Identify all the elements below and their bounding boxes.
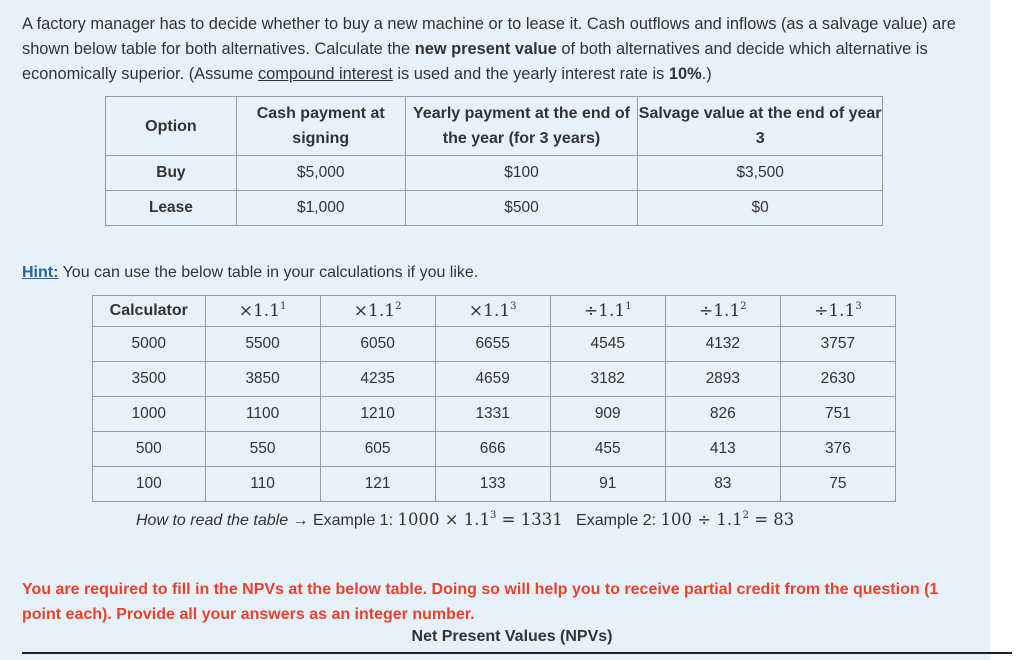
calc-cell: 826 — [665, 397, 780, 432]
calc-cell: 376 — [780, 432, 895, 467]
header-option: Option — [106, 97, 237, 156]
header-salvage-value: Salvage value at the end of year 3 — [638, 97, 883, 156]
option-label: Lease — [106, 191, 237, 226]
calc-cell: 6655 — [435, 327, 550, 362]
calc-cell: 550 — [205, 432, 320, 467]
calc-cell: 5000 — [93, 327, 206, 362]
header-multiply-3: $\times 1.1^3$ — [435, 296, 550, 327]
calculator-row — [93, 362, 896, 397]
calc-cell: 4545 — [550, 327, 665, 362]
calc-cell: 1331 — [435, 397, 550, 432]
header-divide-3: $\div 1.1^3$ — [780, 296, 895, 327]
calc-cell: 4132 — [665, 327, 780, 362]
emphasis-npv: new present value — [414, 40, 557, 58]
npv-table-top-border — [22, 652, 1012, 654]
header-multiply-2: $\times 1.1^2$ — [320, 296, 435, 327]
options-table — [105, 96, 883, 226]
compound-interest-link[interactable]: compound interest — [257, 65, 393, 83]
calc-cell: 455 — [550, 432, 665, 467]
calculator-row — [93, 397, 896, 432]
calc-cell: 500 — [93, 432, 206, 467]
calculator-table — [92, 295, 896, 502]
calc-cell: 751 — [780, 397, 895, 432]
salvage-value-cell: $0 — [638, 191, 883, 226]
calc-cell: 605 — [320, 432, 435, 467]
calc-cell: 3500 — [93, 362, 206, 397]
emphasis-rate: 10% — [668, 65, 702, 83]
calculator-header: Calculator — [93, 296, 206, 327]
calc-cell: 4235 — [320, 362, 435, 397]
calc-cell: 3757 — [780, 327, 895, 362]
hint-label: Hint: — [22, 264, 59, 281]
yearly-payment-cell: $100 — [405, 156, 638, 191]
cash-payment-cell: $5,000 — [236, 156, 405, 191]
calc-cell: 91 — [550, 467, 665, 502]
header-divide-2: $\div 1.1^2$ — [665, 296, 780, 327]
option-label: Buy — [106, 156, 237, 191]
header-multiply-1: $\times 1.1^1$ — [205, 296, 320, 327]
calc-cell: 2893 — [665, 362, 780, 397]
howto-label: How to read the table — [136, 512, 289, 529]
calc-cell: 110 — [205, 467, 320, 502]
yearly-payment-cell: $500 — [405, 191, 638, 226]
required-instructions: You are required to fill in the NPVs at the below table. Doing so will help you to receive partial credit from the question (1 point each). Provide all your answers as an integer number. — [22, 581, 939, 623]
npv-table-title: Net Present Values (NPVs) — [411, 628, 613, 645]
header-divide-1: $\div 1.1^1$ — [550, 296, 665, 327]
calc-cell: 83 — [665, 467, 780, 502]
options-row-buy — [106, 156, 883, 191]
calc-cell: 3850 — [205, 362, 320, 397]
calc-cell: 413 — [665, 432, 780, 467]
calculator-row — [93, 467, 896, 502]
calc-cell: 1000 — [93, 397, 206, 432]
options-row-lease — [106, 191, 883, 226]
salvage-value-cell: $3,500 — [638, 156, 883, 191]
calc-cell: 100 — [93, 467, 206, 502]
hint-text: Hint: You can use the below table in your calculations if you like. — [22, 264, 479, 281]
example-1-math: $1000 \times 1.1^3 = 1331$ — [397, 510, 563, 529]
calc-cell: 909 — [550, 397, 665, 432]
calc-cell: 5500 — [205, 327, 320, 362]
calculator-header-row — [93, 296, 896, 327]
how-to-read: How to read the table → Example 1: $1000 \times 1.1^3 = 1331$ Example 2: $100 \div 1.1^2 = 83$ — [136, 510, 795, 529]
calc-cell: 3182 — [550, 362, 665, 397]
calculator-row — [93, 327, 896, 362]
calc-cell: 6050 — [320, 327, 435, 362]
calc-cell: 1100 — [205, 397, 320, 432]
calculator-row — [93, 432, 896, 467]
arrow-icon: → — [288, 512, 313, 529]
calc-cell: 2630 — [780, 362, 895, 397]
example-2-math: $100 \div 1.1^2 = 83$ — [660, 510, 795, 529]
calc-cell: 666 — [435, 432, 550, 467]
question-text: A factory manager has to decide whether to buy a new machine or to lease it. Cash outflows and inflows (as a salvage value) are shown below table for both alternatives. Calculate the new present value of both alternatives and decide which alternative is economically superior. (Assume compound interest is used and the yearly interest rate is 10%.) — [22, 15, 956, 83]
calc-cell: 75 — [780, 467, 895, 502]
calc-cell: 1210 — [320, 397, 435, 432]
header-yearly-payment: Yearly payment at the end of the year (for 3 years) — [405, 97, 638, 156]
header-cash-payment: Cash payment at signing — [236, 97, 405, 156]
cash-payment-cell: $1,000 — [236, 191, 405, 226]
options-header-row — [106, 97, 883, 156]
calc-cell: 4659 — [435, 362, 550, 397]
calc-cell: 133 — [435, 467, 550, 502]
calc-cell: 121 — [320, 467, 435, 502]
